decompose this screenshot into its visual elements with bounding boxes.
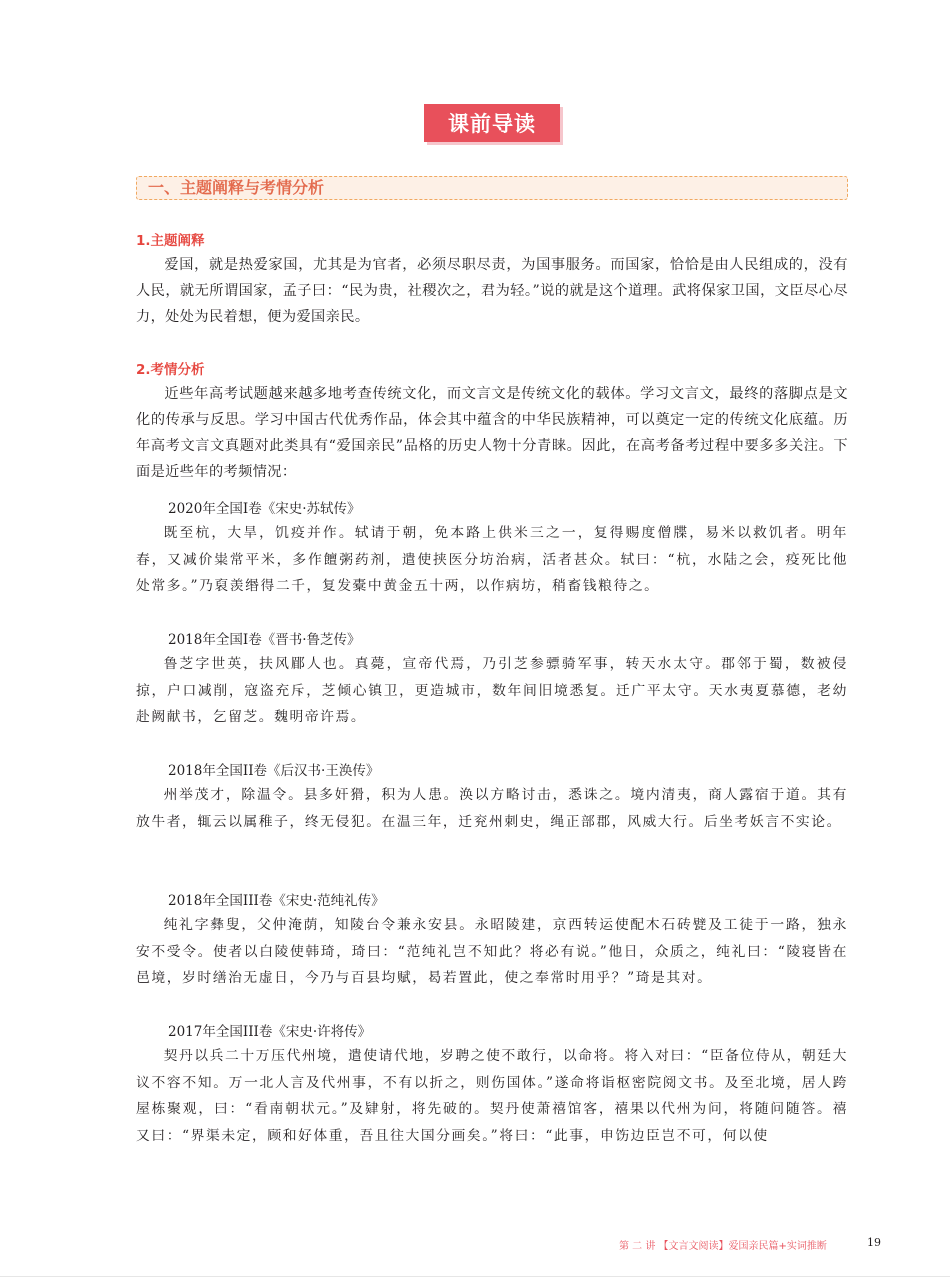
footer-chapter: 第 二 讲 【文言文阅读】爱国亲民篇+实词推断 xyxy=(619,1241,827,1252)
excerpt-text: 既至杭，大旱，饥疫并作。轼请于朝，免本路上供米三之一，复得赐度僧牒，易米以救饥者。明年春，又减价粜常平米，多作饘粥药剂，遣使挟医分坊治病，活者甚众。轼曰：“杭，水陆之会，疫死比他处常多。”乃裒羡缗得二千，复发橐中黄金五十两，以作病坊，稍畜钱粮待之。 xyxy=(136,525,848,594)
page-title: 课前导读 xyxy=(424,104,560,142)
excerpt-source: 2018年全国II卷《后汉书·王涣传》 xyxy=(168,763,380,779)
excerpt-source: 2017年全国III卷《宋史·许将传》 xyxy=(168,1024,372,1040)
theme-paragraph: 爱国，就是热爱家国，尤其是为官者，必须尽职尽责，为国事服务。而国家，恰恰是由人民组成的，没有人民，就无所谓国家，孟子曰：“民为贵，社稷次之，君为轻。”说的就是这个道理。武将保家卫国，文臣尽心尽力，处处为民着想，便为爱国亲民。 xyxy=(136,257,848,325)
theme-heading: 1.主题阐释 xyxy=(136,233,205,249)
section-heading: 一、主题阐释与考情分析 xyxy=(148,178,325,197)
section-heading-bar xyxy=(136,176,848,200)
analysis-paragraph: 近些年高考试题越来越多地考查传统文化，而文言文是传统文化的载体。学习文言文，最终的落脚点是文化的传承与反思。学习中国古代优秀作品，体会其中蕴含的中华民族精神，可以奠定一定的传统文化底蕴。历年高考文言文真题对此类具有“爱国亲民”品格的历史人物十分青睐。因此，在高考备考过程中要多多关注。下面是近些年的考频情况： xyxy=(136,386,848,480)
excerpt-source: 2020年全国I卷《宋史·苏轼传》 xyxy=(168,501,361,517)
excerpt-text: 州举茂才，除温令。县多奸猾，积为人患。涣以方略讨击，悉诛之。境内清夷，商人露宿于道。其有放牛者，辄云以属稚子，终无侵犯。在温三年，迁兖州刺史，绳正部郡，风威大行。后坐考妖言不实论。 xyxy=(136,787,848,830)
excerpt-text: 契丹以兵二十万压代州境，遣使请代地，岁聘之使不敢行，以命将。将入对曰：“臣备位侍从，朝廷大议不容不知。万一北人言及代州事，不有以折之，则伤国体。”遂命将诣枢密院阅文书。及至北境，居人跨屋栋聚观，曰：“看南朝状元。”及肄射，将先破的。契丹使萧禧馆客，禧果以代州为问，将随问随答。禧又曰：“界渠未定，顾和好体重，吾且往大国分画矣。”将曰：“此事，申饬边臣岂不可，何以使 xyxy=(136,1048,848,1144)
excerpt-source: 2018年全国III卷《宋史·范纯礼传》 xyxy=(168,893,385,909)
bottom-rule xyxy=(0,1276,950,1277)
analysis-heading: 2.考情分析 xyxy=(136,362,205,378)
page-number: 19 xyxy=(867,1236,881,1249)
excerpt-text: 鲁芝字世英，扶风郿人也。真薨，宣帝代焉，乃引芝参骠骑军事，转天水太守。郡邻于蜀，数被侵掠，户口减削，寇盗充斥，芝倾心镇卫，更造城市，数年间旧境悉复。迁广平太守。天水夷夏慕德，老幼赴阙献书，乞留芝。魏明帝许焉。 xyxy=(136,656,848,725)
excerpt-text: 纯礼字彝叟，父仲淹荫，知陵台令兼永安县。永昭陵建，京西转运使配木石砖甓及工徒于一路，独永安不受令。使者以白陵使韩琦，琦曰：“范纯礼岂不知此？将必有说。”他日，众质之，纯礼曰：“陵寝皆在邑境，岁时缮治无虚日，今乃与百县均赋，曷若置此，使之奉常时用乎？”琦是其对。 xyxy=(136,917,848,986)
excerpt-source: 2018年全国I卷《晋书·鲁芝传》 xyxy=(168,632,361,648)
